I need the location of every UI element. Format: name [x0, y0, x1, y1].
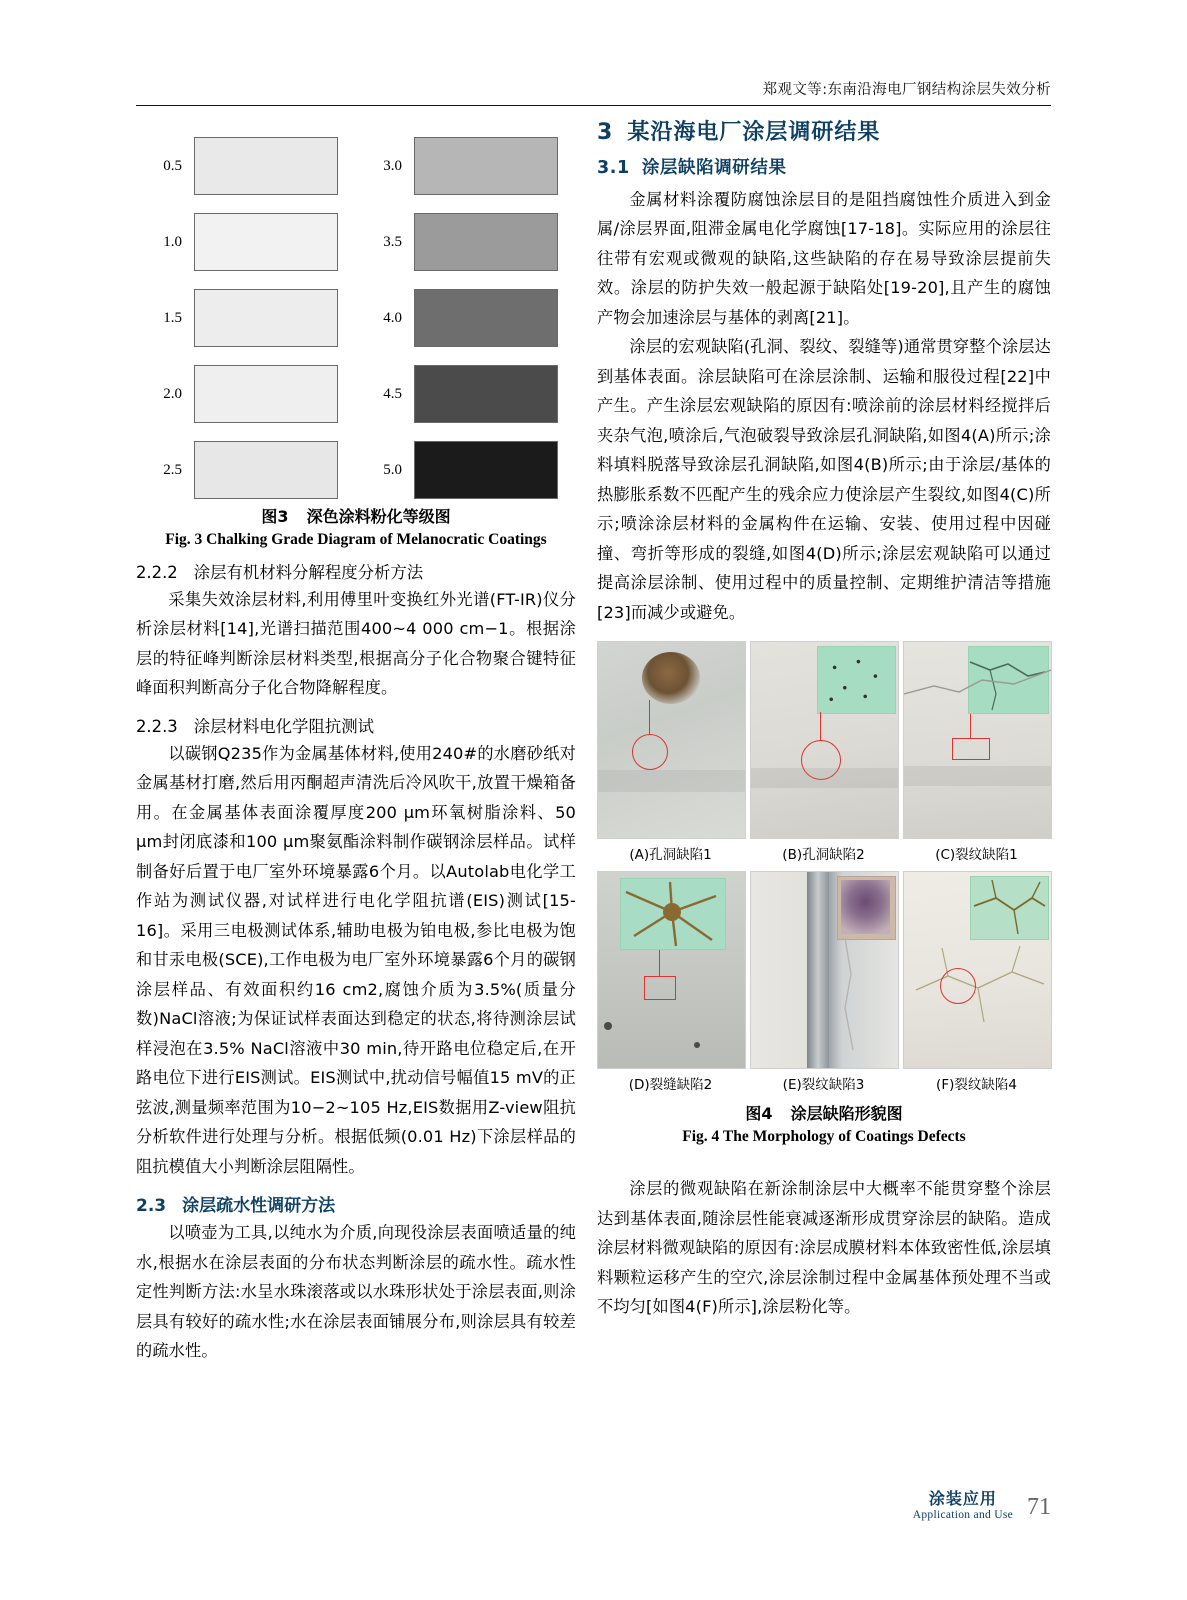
grade-swatch — [414, 213, 558, 271]
photo-texture — [904, 766, 1051, 786]
heading-number: 2.3 — [136, 1196, 167, 1217]
heading-3 — [597, 115, 1051, 146]
grade-label: 4.0 — [383, 309, 402, 326]
page-footer — [597, 1486, 1051, 1521]
photo-hole-defect-1 — [597, 641, 746, 839]
paragraph-3-1-b: 涂层的宏观缺陷(孔洞、裂纹、裂缝等)通常贯穿整个涂层达到基体表面。涂层缺陷可在涂层涂制、运输和服役过程[22]中产生。产生涂层宏观缺陷的原因有:喷涂前的涂层材料经搅拌后夹杂气泡,喷涂后,气泡破裂导致涂层孔洞缺陷,如图4(A)所示;涂料填料脱落导致涂层孔洞缺陷,如图4(B)所示;由于涂层/基体的热膨胀系数不匹配产生的残余应力使涂层产生裂纹,如图4(C)所示;喷涂涂层材料的金属构件在运输、安装、使用过程中因碰撞、弯折等形成的裂缝,如图4(D)所示;涂层宏观缺陷可以通过提高涂层涂制、使用过程中的质量控制、定期维护清洁等措施[23]而减少或避免。 — [597, 337, 1051, 622]
photo-texture — [751, 768, 898, 788]
steel-beam — [807, 872, 829, 1068]
footer-section — [913, 1486, 1013, 1521]
figure-4-cell-a — [597, 641, 744, 839]
heading-3-1 — [597, 154, 1051, 179]
photo-crack-defect-2 — [597, 871, 746, 1069]
figure-4-caption-c: (C)裂纹缺陷1 — [935, 847, 1018, 864]
grade-swatch — [194, 289, 338, 347]
figure-3-grid — [136, 128, 576, 508]
annotation-rect — [952, 738, 990, 760]
figure-4-caption-b: (B)孔洞缺陷2 — [782, 847, 865, 864]
figure-4-cell-f — [903, 871, 1050, 1069]
figure-4-number: 图4 — [745, 1104, 773, 1124]
surface-crack — [835, 938, 895, 1058]
heading-2-3 — [136, 1191, 576, 1216]
figure-3-row — [136, 128, 356, 204]
figure-4-captions-row-2 — [597, 1073, 1051, 1093]
grade-swatch — [414, 365, 558, 423]
figure-3 — [136, 120, 576, 500]
annotation-arrow — [649, 700, 650, 734]
grade-swatch — [414, 441, 558, 499]
left-column — [136, 120, 576, 1366]
photo-crack-defect-1 — [903, 641, 1052, 839]
figure-4-cell-b — [750, 641, 897, 839]
figure-4-cell-d — [597, 871, 744, 1069]
figure-4-caption-d: (D)裂缝缺陷2 — [628, 1077, 713, 1094]
photo-crack-defect-3 — [750, 871, 899, 1069]
paragraph-2-2-3: 以碳钢Q235作为金属基体材料,使用240#的水磨砂纸对金属基材打磨,然后用丙酮超声清洗后冷风吹干,放置干燥箱备用。在金属基体表面涂覆厚度200 μm环氧树脂涂料、50 μm封闭底漆和100 μm聚氨酯涂料制作碳钢涂层样品。试样制备好后置于电厂室外环境暴露6个月。以Autolab电化学工作站为测试仪器,对试样进行电化学阻抗谱(EIS)测试[15-16]。采用三电极测试体系,辅助电极为铂电极,参比电极为饱和甘汞电极(SCE),工作电极为电厂室外环境暴露6个月的碳钢涂层样品、有效面积约16 cm2,腐蚀介质为3.5%(质量分数)NaCl溶液;为保证试样表面达到稳定的状态,将待测涂层试样浸泡在3.5% NaCl溶液中30 min,待开路电位稳定后,在开路电位下进行EIS测试。EIS测试中,扰动信号幅值15 mV的正弦波,测量频率范围为10−2~105 Hz,EIS数据用Z-view阻抗分析软件进行处理与分析。根据低频(0.01 Hz)下涂层样品的阻抗模值大小判断涂层阻隔性。 — [136, 743, 576, 1176]
heading-2-2-2 — [136, 559, 576, 583]
grade-swatch — [414, 289, 558, 347]
grade-label: 1.5 — [163, 309, 182, 326]
grade-swatch — [194, 441, 338, 499]
inset-detail — [841, 880, 890, 934]
figure-4-title: 涂层缺陷形貌图 — [790, 1104, 903, 1124]
inset-pores — [821, 650, 889, 708]
heading-number: 3 — [597, 120, 614, 145]
heading-number: 2.2.2 — [136, 563, 178, 582]
surface-crack-network — [908, 942, 1048, 1052]
right-column — [597, 115, 1051, 1322]
inset-crack-network — [970, 876, 1047, 938]
page-number: 71 — [1027, 1494, 1051, 1520]
footer-section-cn: 涂装应用 — [928, 1489, 997, 1508]
annotation-arrow — [659, 950, 660, 976]
photo-crack-defect-4 — [903, 871, 1052, 1069]
paragraph-2-3: 以喷壶为工具,以纯水为介质,向现役涂层表面喷适量的纯水,根据水在涂层表面的分布状态判断涂层的疏水性。疏水性定性判断方法:水呈水珠滚落或以水珠形状处于涂层表面,则涂层具有较好的疏水性;水在涂层表面铺展分布,则涂层具有较差的疏水性。 — [136, 1223, 576, 1361]
grade-label: 3.5 — [383, 233, 402, 250]
annotation-arrow — [820, 712, 821, 740]
annotation-circle — [632, 734, 668, 770]
surface-crack — [904, 656, 1051, 716]
figure-4-caption-a: (A)孔洞缺陷1 — [629, 847, 712, 864]
inset-crack-star — [620, 878, 724, 948]
page-header — [136, 78, 1051, 106]
paragraph-3-1-a: 金属材料涂覆防腐蚀涂层目的是阻挡腐蚀性介质进入到金属/涂层界面,阻滞金属电化学腐蚀[17-18]。实际应用的涂层往往带有宏观或微观的缺陷,这些缺陷的存在易导致涂层提前失效。涂层的防护失效一般起源于缺陷处[19-20],且产生的腐蚀产物会加速涂层与基体的剥离[21]。 — [597, 190, 1051, 327]
figure-3-row — [356, 128, 576, 204]
figure-3-right-col — [356, 128, 576, 508]
grade-swatch — [194, 365, 338, 423]
paragraph-3-1-c: 涂层的微观缺陷在新涂制涂层中大概率不能贯穿整个涂层达到基体表面,随涂层性能衰减逐渐形成贯穿涂层的缺陷。造成涂层材料微观缺陷的原因有:涂层成膜材料本体致密性低,涂层填料颗粒运移产生的空穴,涂层涂制过程中金属基体预处理不当或不均匀[如图4(F)所示],涂层粉化等。 — [597, 1179, 1051, 1317]
heading-number: 3.1 — [597, 158, 630, 178]
grade-swatch — [194, 137, 338, 195]
header-rule — [136, 105, 1051, 106]
heading-text: 涂层缺陷调研结果 — [641, 158, 787, 178]
figure-4-captions-row-1 — [597, 843, 1051, 863]
annotation-rect — [644, 976, 676, 1000]
figure-3-row — [136, 280, 356, 356]
heading-text: 某沿海电厂涂层调研结果 — [627, 120, 881, 145]
figure-3-title: 深色涂料粉化等级图 — [306, 507, 451, 526]
figure-4-cell-c — [903, 641, 1050, 839]
heading-text: 涂层有机材料分解程度分析方法 — [193, 563, 424, 582]
figure-4-row-1 — [597, 641, 1051, 839]
running-title: 郑观文等:东南沿海电厂钢结构涂层失效分析 — [762, 82, 1051, 98]
heading-number: 2.2.3 — [136, 716, 178, 736]
footer-section-en: Application and Use — [912, 1509, 1013, 1521]
defect-hole — [642, 652, 700, 704]
figure-4-caption-e: (E)裂纹缺陷3 — [782, 1077, 865, 1094]
grade-label: 1.0 — [163, 233, 182, 250]
figure-3-number: 图3 — [261, 507, 289, 526]
figure-3-left-col — [136, 128, 356, 508]
heading-2-2-3 — [136, 713, 576, 737]
figure-3-row — [356, 204, 576, 280]
grade-label: 2.0 — [163, 385, 182, 402]
heading-text: 涂层材料电化学阻抗测试 — [193, 716, 375, 736]
figure-3-row — [136, 204, 356, 280]
figure-4-caption-en: Fig. 4 The Morphology of Coatings Defects — [682, 1128, 966, 1146]
figure-3-row — [136, 432, 356, 508]
paragraph-2-2-2: 采集失效涂层材料,利用傅里叶变换红外光谱(FT-IR)仪分析涂层材料[14],光谱扫描范围400~4 000 cm−1。根据涂层的特征峰判断涂层材料类型,根据高分子化合物聚合键特征峰面积判断高分子化合物降解程度。 — [136, 590, 576, 698]
photo-texture — [598, 770, 745, 792]
heading-text: 涂层疏水性调研方法 — [182, 1196, 336, 1217]
figure-4-row-2 — [597, 871, 1051, 1069]
grade-label: 5.0 — [383, 461, 402, 478]
grade-swatch — [414, 137, 558, 195]
figure-4-caption-cn — [597, 1101, 1051, 1124]
grade-label: 4.5 — [383, 385, 402, 402]
figure-3-row — [356, 280, 576, 356]
grade-swatch — [194, 213, 338, 271]
figure-4-caption-f: (F)裂纹缺陷4 — [936, 1077, 1017, 1094]
figure-3-row — [356, 432, 576, 508]
annotation-arrow — [970, 714, 971, 738]
grade-label: 0.5 — [163, 157, 182, 174]
grade-label: 3.0 — [383, 157, 402, 174]
annotation-circle — [940, 968, 976, 1004]
figure-3-row — [356, 356, 576, 432]
figure-3-row — [136, 356, 356, 432]
figure-3-caption-en: Fig. 3 Chalking Grade Diagram of Melanocratic Coatings — [165, 531, 547, 548]
grade-label: 2.5 — [163, 461, 182, 478]
photo-hole-defect-2 — [750, 641, 899, 839]
figure-4 — [597, 641, 1051, 1146]
figure-4-cell-e — [750, 871, 897, 1069]
